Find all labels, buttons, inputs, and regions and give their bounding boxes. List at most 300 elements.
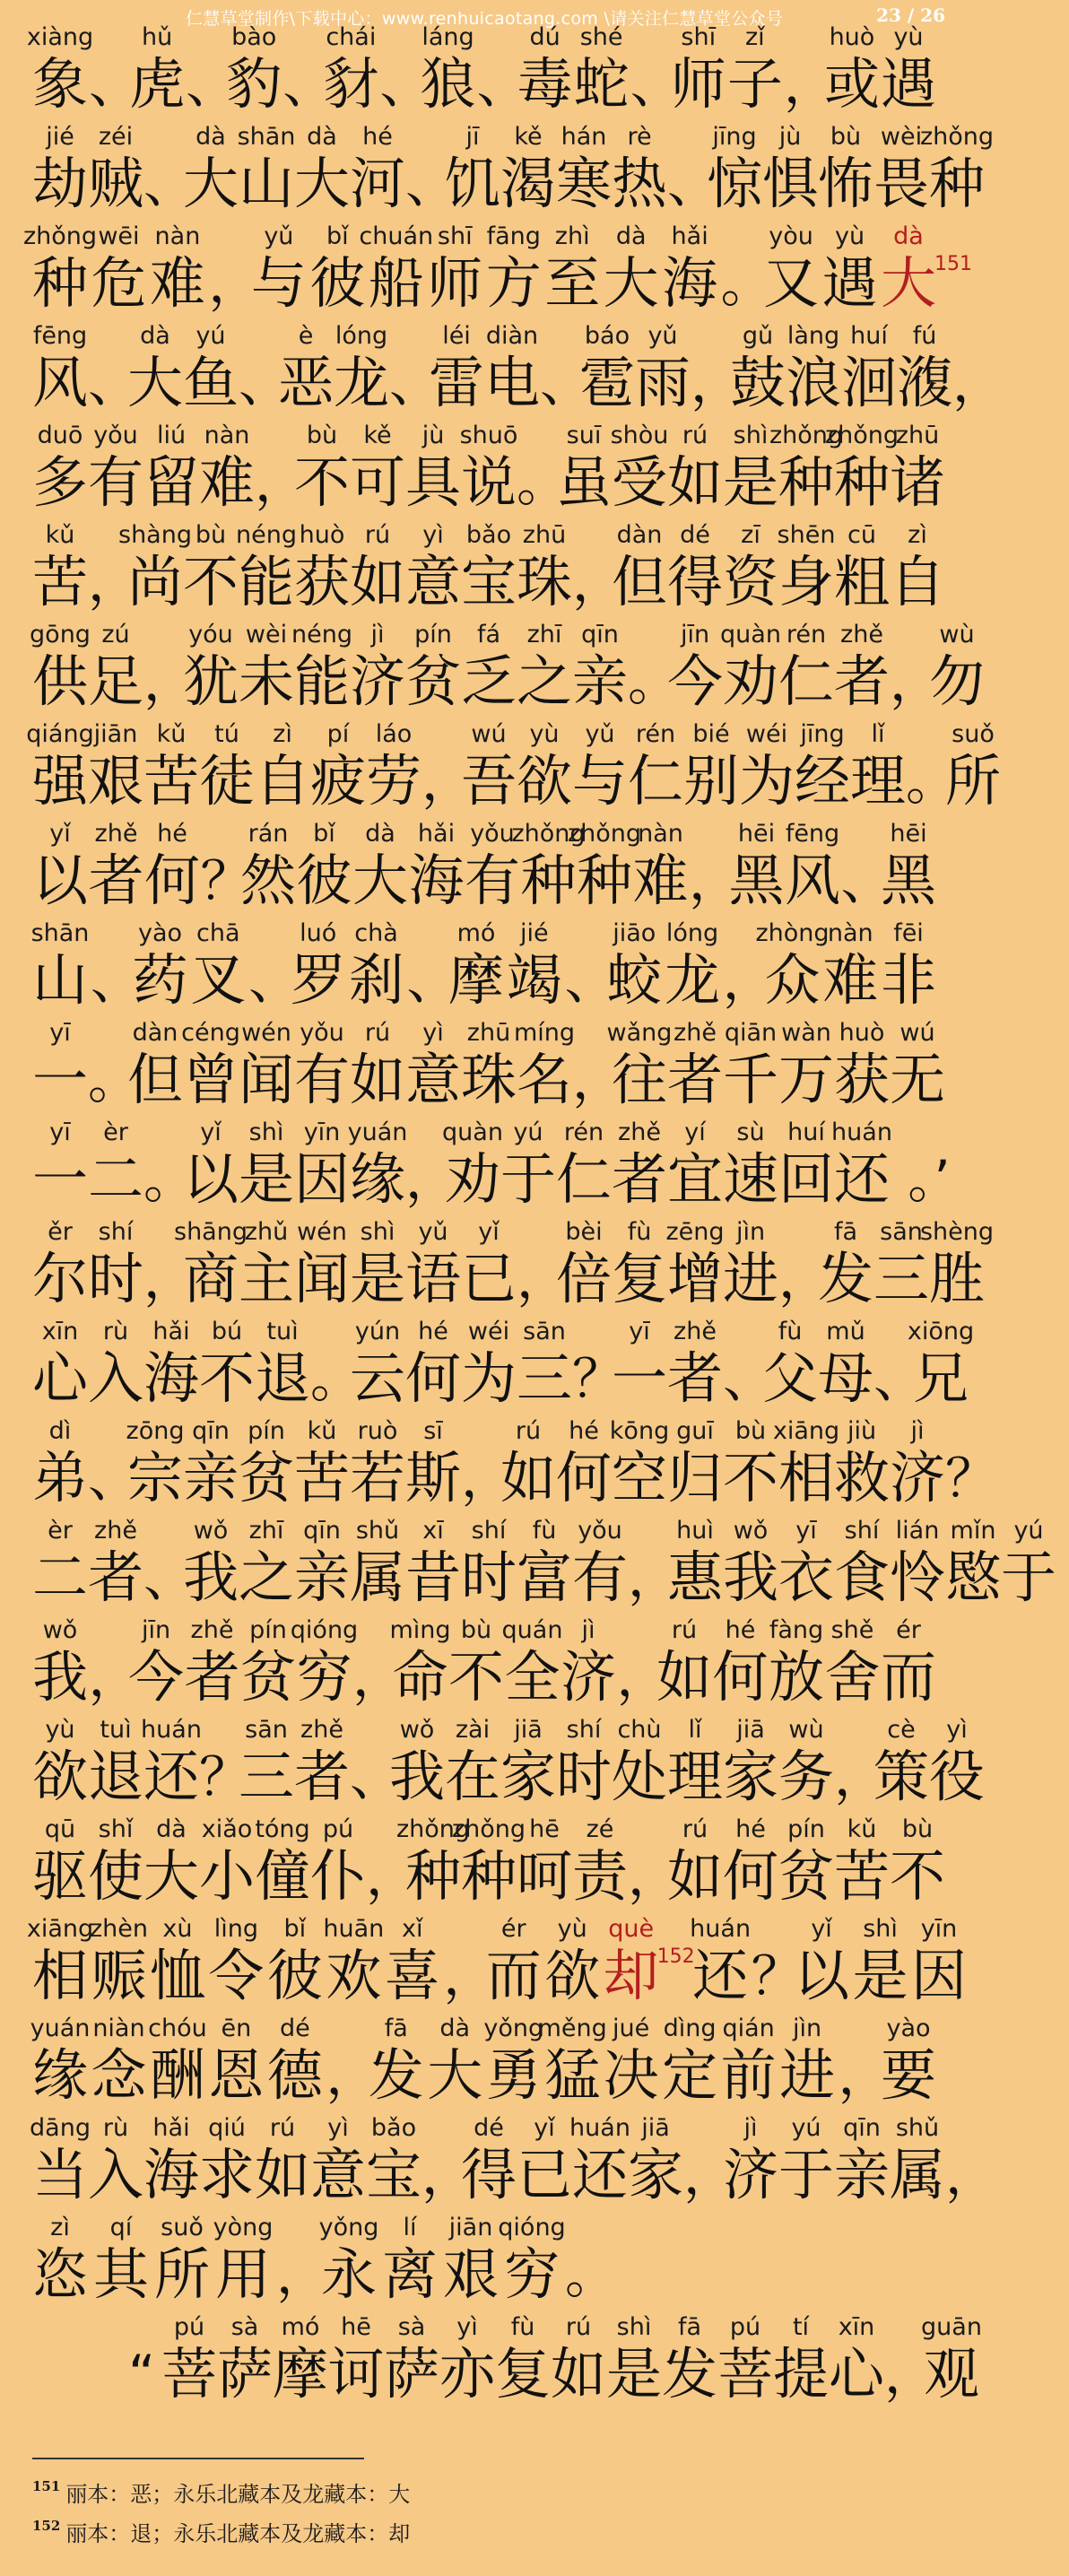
hanzi: 艰 bbox=[443, 2241, 500, 2307]
pinyin: bié bbox=[692, 720, 730, 748]
hanzi: 种 bbox=[577, 848, 633, 913]
punctuation: ， bbox=[326, 2045, 378, 2106]
hanzi: 种 bbox=[461, 1843, 517, 1909]
hanzi: 富 bbox=[517, 1545, 573, 1610]
pinyin: sà bbox=[397, 2313, 426, 2341]
punctuation: ， bbox=[952, 352, 1005, 413]
hanzi: 何 bbox=[556, 1445, 613, 1510]
pinyin: huán bbox=[831, 1118, 892, 1146]
hanzi: 因 bbox=[294, 1146, 351, 1212]
hanzi: 疲 bbox=[310, 748, 367, 814]
pinyin: bú bbox=[211, 1318, 243, 1345]
pinyin: zī bbox=[741, 521, 760, 549]
hanzi: 于 bbox=[778, 2142, 835, 2207]
pinyin: shàng bbox=[118, 521, 192, 549]
hanzi: 恤 bbox=[149, 1943, 205, 2008]
pinyin: làng bbox=[787, 322, 840, 350]
pinyin: yì bbox=[456, 2313, 478, 2341]
pinyin: léi bbox=[442, 322, 471, 350]
pinyin: zhě bbox=[618, 1118, 661, 1146]
punctuation: ， bbox=[890, 651, 943, 712]
hanzi: 珠 bbox=[517, 549, 573, 614]
hanzi: 不 bbox=[448, 1644, 505, 1710]
pinyin: zhì bbox=[554, 222, 590, 250]
pinyin: yǒu bbox=[93, 422, 138, 449]
hanzi: 恣 bbox=[32, 2241, 89, 2307]
pinyin: sà bbox=[230, 2313, 259, 2341]
punctuation: ， bbox=[783, 54, 836, 115]
pinyin: guī bbox=[676, 1417, 714, 1445]
hanzi: 刹 bbox=[348, 947, 404, 1013]
hanzi: 速 bbox=[723, 1146, 779, 1212]
pinyin: wǒ bbox=[399, 1716, 435, 1744]
footnote-151 bbox=[32, 2470, 411, 2507]
hanzi: 山 bbox=[239, 151, 295, 216]
pinyin: jiān bbox=[93, 720, 138, 748]
pinyin: yú bbox=[1013, 1517, 1044, 1545]
footnote-reference[interactable]: 151 bbox=[934, 253, 972, 275]
hanzi: 我 bbox=[183, 1545, 239, 1610]
pinyin: shí bbox=[98, 1218, 134, 1246]
punctuation: ？ bbox=[199, 1746, 252, 1807]
pinyin: dà bbox=[156, 1815, 187, 1843]
pinyin: hǎi bbox=[417, 820, 456, 848]
pinyin: pín bbox=[248, 1417, 285, 1445]
hanzi: 豺 bbox=[323, 51, 379, 117]
pinyin: yǐ bbox=[49, 820, 71, 848]
text-line bbox=[0, 322, 1005, 421]
pinyin: jiā bbox=[736, 1716, 765, 1744]
hanzi: 有 bbox=[572, 1545, 629, 1610]
pinyin: zhǔ bbox=[244, 1218, 289, 1246]
punctuation: 、 bbox=[723, 1348, 776, 1409]
text-line bbox=[0, 720, 1002, 819]
hanzi: 贫 bbox=[239, 1445, 295, 1510]
hanzi: 乏 bbox=[461, 648, 517, 714]
pinyin: yǐ bbox=[478, 1218, 500, 1246]
pinyin: fá bbox=[476, 621, 501, 648]
pinyin: pú bbox=[173, 2313, 205, 2341]
hanzi: 别 bbox=[683, 748, 740, 814]
hanzi: 足 bbox=[88, 648, 144, 714]
pinyin: rú bbox=[682, 1815, 708, 1843]
pinyin: shǐ bbox=[98, 1815, 134, 1843]
pinyin: fú bbox=[912, 322, 937, 350]
hanzi: 大 bbox=[603, 250, 659, 316]
hanzi: 大 bbox=[881, 250, 937, 316]
hanzi: 不 bbox=[183, 549, 239, 614]
hanzi: 入 bbox=[88, 1345, 144, 1411]
punctuation: ？ bbox=[200, 850, 253, 911]
pinyin: wǒ bbox=[42, 1616, 78, 1644]
pinyin: zhě bbox=[190, 1616, 234, 1644]
pinyin: shèng bbox=[919, 1218, 995, 1246]
hanzi: 名 bbox=[517, 1047, 573, 1112]
hanzi: 尚 bbox=[127, 549, 184, 614]
hanzi: 但 bbox=[127, 1047, 184, 1112]
hanzi: 畏 bbox=[873, 151, 930, 216]
pinyin: yào bbox=[886, 2015, 931, 2042]
punctuation: 。 bbox=[906, 751, 959, 812]
hanzi: 澓 bbox=[897, 350, 953, 415]
pinyin: kǔ bbox=[307, 1417, 337, 1445]
pinyin: zhǒng bbox=[22, 222, 98, 250]
pinyin: bù bbox=[734, 1417, 767, 1445]
hanzi: 穷 bbox=[504, 2241, 561, 2307]
pinyin: rú bbox=[269, 2114, 296, 2142]
hanzi: 怖 bbox=[818, 151, 874, 216]
punctuation: 、 bbox=[405, 153, 458, 214]
footnote-number: 152 bbox=[32, 2518, 61, 2534]
hanzi: 母 bbox=[818, 1345, 874, 1411]
hanzi: 三 bbox=[873, 1246, 930, 1311]
hanzi: 还 bbox=[692, 1943, 749, 2008]
hanzi: 自 bbox=[890, 549, 946, 614]
pinyin: què bbox=[608, 1915, 655, 1943]
pinyin: lóng bbox=[665, 919, 719, 947]
punctuation: 、 bbox=[389, 352, 442, 413]
pinyin: jiā bbox=[514, 1716, 543, 1744]
hanzi: 放 bbox=[769, 1644, 825, 1710]
pinyin: zhě bbox=[300, 1716, 343, 1744]
footnote-divider bbox=[32, 2458, 364, 2459]
pinyin: shé bbox=[579, 23, 623, 51]
hanzi: 父 bbox=[762, 1345, 819, 1411]
pinyin: ruò bbox=[357, 1417, 398, 1445]
hanzi: 还 bbox=[143, 1744, 200, 1809]
pinyin: zōng bbox=[126, 1417, 185, 1445]
hanzi: 竭 bbox=[506, 947, 562, 1013]
pinyin: rú bbox=[565, 2313, 592, 2341]
hanzi: 雷 bbox=[429, 350, 485, 415]
pinyin: zhě bbox=[674, 1318, 717, 1345]
pinyin: chù bbox=[617, 1716, 662, 1744]
pinyin: yù bbox=[557, 1915, 587, 1943]
pinyin: lóng bbox=[335, 322, 388, 350]
hanzi: 如 bbox=[350, 1047, 406, 1112]
pinyin: niàn bbox=[92, 2015, 145, 2042]
pinyin: hēi bbox=[890, 820, 927, 848]
hanzi: 虽 bbox=[556, 449, 613, 515]
pinyin: hē bbox=[529, 1815, 560, 1843]
hanzi: 大 bbox=[427, 2042, 483, 2108]
pinyin: shǔ bbox=[895, 2114, 940, 2142]
pinyin: wǒ bbox=[193, 1517, 229, 1545]
pinyin: bǐ bbox=[326, 222, 349, 250]
pinyin: tuì bbox=[266, 1318, 299, 1345]
pinyin: nàn bbox=[204, 422, 250, 449]
pinyin: hé bbox=[725, 1616, 756, 1644]
hanzi: 浪 bbox=[786, 350, 842, 415]
hanzi: 受 bbox=[612, 449, 668, 515]
hanzi: 亲 bbox=[572, 648, 629, 714]
pinyin: suǒ bbox=[952, 720, 995, 748]
pinyin: hé bbox=[157, 820, 187, 848]
hanzi: 是 bbox=[852, 1943, 908, 2008]
pinyin: xǐ bbox=[402, 1915, 423, 1943]
pinyin: chā bbox=[196, 919, 240, 947]
hanzi: 如 bbox=[500, 1445, 557, 1510]
footnote-text: 丽本：退；永乐北藏本及龙藏本：却 bbox=[65, 2521, 411, 2546]
punctuation: ， bbox=[255, 452, 308, 513]
pinyin: yǔ bbox=[418, 1218, 448, 1246]
pinyin: zhèn bbox=[89, 1915, 148, 1943]
hanzi: 倍 bbox=[556, 1246, 613, 1311]
pinyin: zhǒng bbox=[567, 820, 642, 848]
pinyin: guān bbox=[921, 2313, 982, 2341]
pinyin: fù bbox=[532, 1517, 557, 1545]
pinyin: kě bbox=[363, 422, 392, 449]
text-line bbox=[0, 123, 995, 222]
pinyin: jīn bbox=[141, 1616, 171, 1644]
hanzi: 大 bbox=[127, 350, 184, 415]
hanzi: 惊 bbox=[707, 151, 763, 216]
hanzi: 虎 bbox=[129, 51, 186, 117]
pinyin: duō bbox=[37, 422, 83, 449]
pinyin: yǔ bbox=[647, 322, 678, 350]
hanzi: 惠 bbox=[667, 1545, 724, 1610]
hanzi: 理 bbox=[850, 748, 907, 814]
hanzi: 济 bbox=[723, 2142, 779, 2207]
hanzi: 全 bbox=[504, 1644, 561, 1710]
pinyin: pín bbox=[249, 1616, 287, 1644]
hanzi: 方 bbox=[485, 250, 542, 316]
pinyin: wǒ bbox=[733, 1517, 769, 1545]
hanzi: 胜 bbox=[929, 1246, 986, 1311]
punctuation: 、 bbox=[476, 54, 529, 115]
punctuation: 。 bbox=[628, 651, 681, 712]
pinyin: xīn bbox=[838, 2313, 875, 2341]
punctuation: ， bbox=[834, 1746, 887, 1807]
hanzi: 猛 bbox=[544, 2042, 601, 2108]
punctuation: ， bbox=[366, 1846, 419, 1907]
pinyin: jì bbox=[581, 1616, 595, 1644]
hanzi: 种 bbox=[778, 449, 835, 515]
hanzi: 海 bbox=[143, 2142, 200, 2207]
pinyin: xiāng bbox=[772, 1417, 840, 1445]
pinyin: hé bbox=[569, 1417, 599, 1445]
pinyin: jì bbox=[910, 1417, 925, 1445]
pinyin: tóng bbox=[255, 1815, 310, 1843]
pinyin: qiáng bbox=[26, 720, 94, 748]
pinyin: bù bbox=[460, 1616, 492, 1644]
pinyin: jīng bbox=[712, 123, 757, 151]
pinyin: dāng bbox=[30, 2114, 91, 2142]
hanzi: 遇 bbox=[821, 250, 878, 316]
pinyin: shān bbox=[237, 123, 296, 151]
punctuation: ， bbox=[208, 253, 261, 314]
hanzi: 回 bbox=[778, 1146, 835, 1212]
pinyin: yí bbox=[684, 1118, 706, 1146]
hanzi: 语 bbox=[405, 1246, 462, 1311]
pinyin: yuán bbox=[347, 1118, 408, 1146]
text-line bbox=[0, 422, 969, 520]
pinyin: è bbox=[298, 322, 314, 350]
hanzi: 贫 bbox=[405, 648, 462, 714]
hanzi: 济 bbox=[890, 1445, 946, 1510]
pinyin: huán bbox=[141, 1716, 202, 1744]
pinyin: jiā bbox=[641, 2114, 670, 2142]
text-line bbox=[0, 521, 969, 620]
pinyin: yú bbox=[513, 1118, 543, 1146]
pinyin: kōng bbox=[609, 1417, 670, 1445]
pinyin: shòu bbox=[610, 422, 669, 449]
pinyin: wén bbox=[241, 1019, 291, 1047]
pinyin: rú bbox=[682, 422, 708, 449]
text-line bbox=[0, 1915, 969, 2014]
pinyin: bào bbox=[231, 23, 277, 51]
hanzi: 弟 bbox=[32, 1445, 89, 1510]
punctuation: ， bbox=[778, 1249, 831, 1310]
hanzi: 艰 bbox=[88, 748, 144, 814]
hanzi: 若 bbox=[350, 1445, 406, 1510]
pinyin: shì bbox=[360, 1218, 395, 1246]
hanzi: 无 bbox=[890, 1047, 946, 1112]
hanzi: 观 bbox=[924, 2341, 980, 2406]
hanzi: 鱼 bbox=[183, 350, 239, 415]
pinyin: sī bbox=[423, 1417, 443, 1445]
hanzi: 供 bbox=[32, 648, 89, 714]
hanzi: 已 bbox=[517, 2142, 573, 2207]
pinyin: yǒu bbox=[300, 1019, 344, 1047]
text-line bbox=[0, 1417, 998, 1516]
pinyin: pú bbox=[322, 1815, 354, 1843]
hanzi: 饥 bbox=[445, 151, 501, 216]
pinyin: jīn bbox=[680, 621, 710, 648]
hanzi: 亲 bbox=[294, 1545, 351, 1610]
hanzi: 诃 bbox=[328, 2341, 385, 2406]
punctuation: ， bbox=[572, 1049, 625, 1110]
hanzi: 贫 bbox=[778, 1843, 835, 1909]
hanzi: 亲 bbox=[834, 2142, 891, 2207]
hanzi: 苦 bbox=[32, 549, 89, 614]
hanzi: 种 bbox=[834, 449, 891, 515]
pinyin: wú bbox=[471, 720, 507, 748]
punctuation: 、 bbox=[88, 1448, 141, 1509]
pinyin: èr bbox=[48, 1517, 73, 1545]
hanzi: 空 bbox=[612, 1445, 668, 1510]
pinyin: wèi bbox=[245, 621, 288, 648]
pinyin: qīn bbox=[843, 2114, 881, 2142]
pinyin: pín bbox=[787, 1815, 825, 1843]
hanzi: 我 bbox=[723, 1545, 779, 1610]
hanzi: 以 bbox=[794, 1943, 850, 2008]
hanzi: 如 bbox=[551, 2341, 607, 2406]
hanzi: 令 bbox=[208, 1943, 265, 2008]
pinyin: yǐ bbox=[811, 1915, 832, 1943]
hanzi: 时 bbox=[461, 1545, 517, 1610]
hanzi: 是 bbox=[239, 1146, 295, 1212]
hanzi: 相 bbox=[32, 1943, 89, 2008]
pinyin: bù bbox=[306, 422, 338, 449]
hanzi: 酬 bbox=[149, 2042, 205, 2108]
pinyin: rén bbox=[635, 720, 676, 748]
pinyin: bèi bbox=[565, 1218, 603, 1246]
hanzi: 闻 bbox=[239, 1047, 295, 1112]
hanzi: 其 bbox=[93, 2241, 150, 2307]
pinyin: zài bbox=[455, 1716, 491, 1744]
pinyin: mìng bbox=[389, 1616, 451, 1644]
pinyin: gǔ bbox=[742, 322, 774, 350]
pinyin: zhǒng bbox=[919, 123, 995, 151]
text-line bbox=[0, 2214, 969, 2312]
hanzi: 如 bbox=[255, 2142, 311, 2207]
punctuation: 、 bbox=[239, 352, 291, 413]
hanzi: 寒 bbox=[556, 151, 613, 216]
hanzi: 获 bbox=[834, 1047, 891, 1112]
pinyin: fā bbox=[677, 2313, 702, 2341]
punctuation: ， bbox=[422, 2145, 474, 2206]
hanzi: 属 bbox=[890, 2142, 946, 2207]
hanzi: 种 bbox=[929, 151, 986, 216]
pinyin: wù bbox=[788, 1716, 824, 1744]
hanzi: 仆 bbox=[310, 1843, 367, 1909]
hanzi: 海 bbox=[408, 848, 465, 913]
punctuation: 。 bbox=[310, 1348, 363, 1409]
hanzi: 是 bbox=[350, 1246, 406, 1311]
hanzi: 发 bbox=[818, 1246, 874, 1311]
hanzi: 亲 bbox=[183, 1445, 239, 1510]
footnote-reference[interactable]: 152 bbox=[656, 1945, 695, 1968]
pinyin: jī bbox=[465, 123, 480, 151]
hanzi: 宜 bbox=[667, 1146, 724, 1212]
pinyin: rù bbox=[102, 2114, 129, 2142]
hanzi: 役 bbox=[929, 1744, 986, 1809]
hanzi: 仁 bbox=[628, 748, 684, 814]
hanzi: 三 bbox=[517, 1345, 573, 1411]
hanzi: 不 bbox=[723, 1445, 779, 1510]
pinyin: bù bbox=[901, 1815, 934, 1843]
hanzi: 昔 bbox=[405, 1545, 462, 1610]
hanzi: 意 bbox=[405, 1047, 462, 1112]
punctuation: 、 bbox=[406, 950, 459, 1011]
pinyin: huán bbox=[569, 2114, 630, 2142]
hanzi: 云 bbox=[350, 1345, 406, 1411]
hanzi: 获 bbox=[294, 549, 351, 614]
punctuation: ， bbox=[143, 651, 196, 712]
hanzi: 得 bbox=[461, 2142, 517, 2207]
hanzi: 风 bbox=[785, 848, 841, 913]
pinyin: shī bbox=[681, 23, 717, 51]
pinyin: rén bbox=[786, 621, 827, 648]
hanzi: 徒 bbox=[199, 748, 256, 814]
hanzi: 相 bbox=[778, 1445, 835, 1510]
pinyin: kǔ bbox=[45, 521, 75, 549]
hanzi: 缘 bbox=[350, 1146, 406, 1212]
pinyin: xù bbox=[162, 1915, 193, 1943]
hanzi: 所 bbox=[945, 748, 1002, 814]
hanzi: 吾 bbox=[461, 748, 517, 814]
hanzi: 喜 bbox=[384, 1943, 440, 2008]
hanzi: 务 bbox=[778, 1744, 835, 1809]
hanzi: 何 bbox=[723, 1843, 779, 1909]
text-line bbox=[0, 2015, 969, 2113]
pinyin: zéi bbox=[98, 123, 134, 151]
hanzi: 为 bbox=[461, 1345, 517, 1411]
hanzi: 定 bbox=[662, 2042, 718, 2108]
pinyin: jì bbox=[370, 621, 385, 648]
punctuation: ， bbox=[689, 850, 742, 911]
pinyin: yǒng bbox=[483, 2015, 544, 2042]
pinyin: zhū bbox=[522, 521, 567, 549]
pinyin: qián bbox=[722, 2015, 775, 2042]
hanzi: 属 bbox=[350, 1545, 406, 1610]
hanzi: 龙 bbox=[334, 350, 390, 415]
pinyin: láng bbox=[422, 23, 474, 51]
pinyin: yào bbox=[137, 919, 183, 947]
pinyin: wèi bbox=[880, 123, 923, 151]
pinyin: hē bbox=[341, 2313, 371, 2341]
